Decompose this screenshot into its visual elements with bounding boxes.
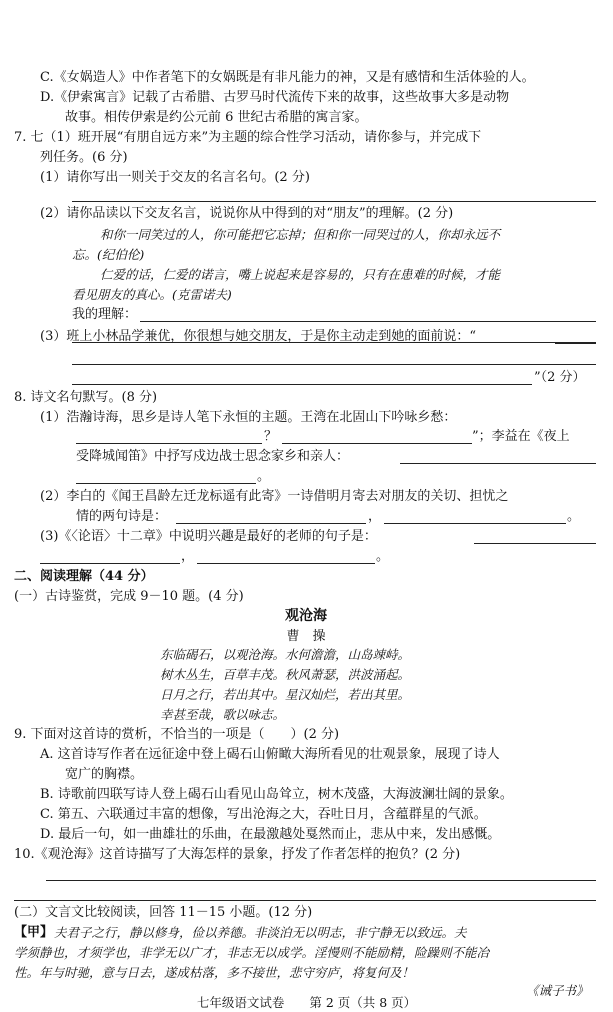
poem-line-3: 日月之行，若出其中。星汉灿烂，若出其里。 bbox=[160, 687, 411, 702]
q8-part1-blank1[interactable] bbox=[76, 443, 262, 444]
q6-option-d-line1: D.《伊索寓言》记载了古希腊、古罗马时代流传下来的故事，这些故事大多是动物 bbox=[40, 90, 510, 105]
q8-part3: (3)《〈论语〉十二章》中说明兴趣是最好的老师的句子是： bbox=[40, 529, 377, 544]
q6-option-c: C.《女娲造人》中作者笔下的女娲既是有非凡能力的神，又是有感情和生活体验的人。 bbox=[40, 70, 535, 85]
q8-part3-blank3[interactable] bbox=[197, 563, 375, 564]
q7-part2: (2）请你品读以下交友名言，说说你从中得到的对“朋友”的理解。(2 分) bbox=[40, 206, 454, 221]
q9-option-d[interactable]: D. 最后一句，如一曲雄壮的乐曲，在最激越处戛然而止，悲从中来，发出感慨。 bbox=[40, 827, 501, 842]
q7-quote2-line1: 仁爱的话，仁爱的诺言，嘴上说起来是容易的，只有在患难的时候，才能 bbox=[100, 267, 501, 282]
q7-quote2-line2: 看见朋友的真心。(克雷诺夫) bbox=[72, 287, 232, 302]
q6-option-d-line2: 故事。相传伊索是约公元前 6 世纪古希腊的寓言家。 bbox=[65, 110, 368, 125]
q7-quote1-line1: 和你一同笑过的人，你可能把它忘掉；但和你一同哭过的人，你却永远不 bbox=[100, 227, 501, 242]
q8-part3-period: 。 bbox=[376, 549, 390, 564]
q8-part1-line3: 受降城闻笛》中抒写戍边战士思念家乡和亲人： bbox=[76, 449, 350, 464]
part2-passage-line1: 夫君子之行，静以修身，俭以养德。非淡泊无以明志，非宁静无以致远。夫 bbox=[54, 925, 467, 940]
part2-title: (二）文言文比较阅读，回答 11－15 小题。(12 分) bbox=[14, 905, 313, 920]
q7-part2-answer-line1[interactable] bbox=[140, 321, 596, 322]
poem-title: 观沧海 bbox=[285, 608, 327, 624]
q9-option-b[interactable]: B. 诗歌前四联写诗人登上碣石山看见山岛耸立，树木茂盛，大海波澜壮阔的景象。 bbox=[40, 787, 513, 802]
q9-stem: 9. 下面对这首诗的赏析，不恰当的一项是（ ）(2 分) bbox=[14, 727, 340, 742]
poem-line-1: 东临碣石，以观沧海。水何澹澹，山岛竦峙。 bbox=[160, 647, 411, 662]
q8-part3-comma: ， bbox=[181, 549, 195, 564]
q7-part3-end: ”（2 分） bbox=[534, 370, 586, 385]
q8-part2-line2: 情的两句诗是： bbox=[76, 509, 168, 524]
q8-part2-comma: ， bbox=[368, 509, 382, 524]
q8-part2-period: 。 bbox=[567, 509, 581, 524]
q8-part1-line2-end: ”；李益在《夜上 bbox=[472, 429, 570, 444]
q8-stem: 8. 诗文名句默写。(8 分) bbox=[14, 390, 158, 405]
q7-part3-answer-line2[interactable] bbox=[72, 384, 532, 385]
q8-part1-line1: (1）浩瀚诗海，思乡是诗人笔下永恒的主题。王湾在北固山下吟咏乡愁： bbox=[40, 410, 457, 425]
q9-option-c[interactable]: C. 第五、六联通过丰富的想像，写出沧海之大，吞吐日月，含蕴群星的气派。 bbox=[40, 807, 487, 822]
part2-passage-line2: 学须静也，才须学也，非学无以广才，非志无以成学。淫慢则不能励精，险躁则不能冶 bbox=[14, 945, 490, 960]
section2-title: 二、阅读理解（44 分） bbox=[14, 569, 154, 584]
poem-line-2: 树木丛生，百草丰茂。秋风萧瑟，洪波涌起。 bbox=[160, 667, 411, 682]
part2-jia-label: 【甲】 bbox=[14, 925, 54, 940]
q7-quote1-line2: 忘。(纪伯伦) bbox=[72, 247, 145, 262]
q7-part3-answer-line1[interactable] bbox=[72, 364, 596, 365]
poem-line-4: 幸甚至哉，歌以咏志。 bbox=[160, 707, 286, 722]
q7-stem-line1: 7. 七（1）班开展“有朋自远方来”为主题的综合性学习活动，请你参与，并完成下 bbox=[14, 130, 482, 145]
page-footer: 七年级语文试卷 第 2 页（共 8 页） bbox=[196, 995, 417, 1010]
q7-my-understanding-label: 我的理解： bbox=[72, 307, 138, 322]
q8-part1-period: 。 bbox=[257, 469, 271, 484]
q8-part2-blank2[interactable] bbox=[384, 523, 566, 524]
q8-part3-blank2[interactable] bbox=[40, 563, 180, 564]
q10-answer-line2[interactable] bbox=[14, 900, 596, 901]
q10-stem: 10.《观沧海》这首诗描写了大海怎样的景象，抒发了作者怎样的抱负？(2 分) bbox=[14, 847, 461, 862]
q10-answer-line1[interactable] bbox=[46, 880, 596, 881]
q7-part1: (1）请你写出一则关于交友的名言名句。(2 分) bbox=[40, 170, 310, 185]
q7-stem-line2: 列任务。(6 分) bbox=[40, 150, 128, 165]
q7-part1-answer-line[interactable] bbox=[72, 201, 596, 202]
q9-option-a-line1[interactable]: A. 这首诗写作者在远征途中登上碣石山俯瞰大海所看见的壮观景象，展现了诗人 bbox=[40, 747, 500, 762]
q8-part1-blank3[interactable] bbox=[400, 463, 596, 464]
q8-part1-question-mark: ？ bbox=[264, 429, 278, 444]
section2-part1-title: (一）古诗鉴赏，完成 9－10 题。(4 分) bbox=[14, 589, 244, 604]
q7-part3-answer-line0[interactable] bbox=[555, 343, 596, 344]
q8-part2-line1: (2）李白的《闻王昌龄左迁龙标遥有此寄》一诗借明月寄去对朋友的关切、担忧之 bbox=[40, 489, 509, 504]
q8-part1-blank2[interactable] bbox=[282, 443, 472, 444]
q8-part2-blank1[interactable] bbox=[176, 523, 366, 524]
q8-part1-blank4[interactable] bbox=[76, 483, 256, 484]
part2-passage-line3: 性。年与时驰，意与日去，遂成枯落，多不接世，悲守穷庐，将复何及！ bbox=[14, 965, 415, 980]
q8-part3-blank1[interactable] bbox=[474, 543, 596, 544]
part2-source: 《诫子书》 bbox=[526, 983, 589, 998]
q9-option-a-line2[interactable]: 宽广的胸襟。 bbox=[65, 767, 144, 782]
q7-part3: (3）班上小林品学兼优，你很想与她交朋友，于是你主动走到她的面前说：“ bbox=[40, 329, 476, 344]
poem-author: 曹 操 bbox=[286, 629, 326, 644]
